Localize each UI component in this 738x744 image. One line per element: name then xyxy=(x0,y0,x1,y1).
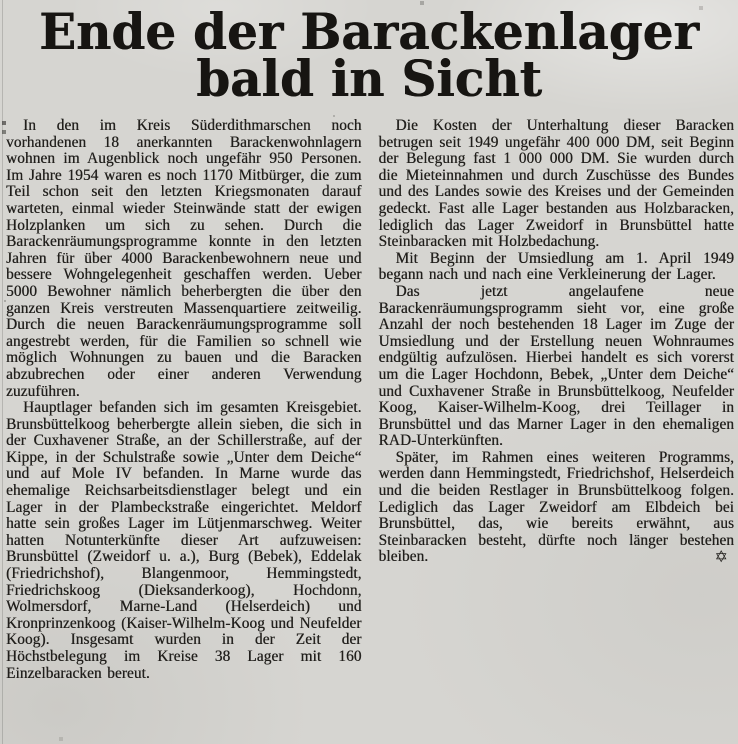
headline-line-1: Ende der Barackenlager xyxy=(39,2,699,61)
paragraph-left-2: Hauptlager befanden sich im gesamten Kreisgebiet. Brunsbüttelkoog beherbergte allein sieben, die sich in der Cuxhavener Straße, an der Schillerstraße, auf der Kippe, in der Schulstraße sowie „Unter dem Deiche“ und auf Mole IV befanden. In Marne wurde das ehemalige Reichsarbeitsdienstlager belegt und ein Lager in der Plambeckstraße eingerichtet. Meldorf hatte sein großes Lager im Lütjenmarschweg. Weiter hatten Notunterkünfte dieser Art aufzuweisen: Brunsbüttel (Zweidorf u. a.), Burg (Bebek), Eddelak (Friedrichshof), Blangenmoor, Hemmingstedt, Friedrichskoog (Dieksanderkoog), Hochdonn, Wolmersdorf, Marne-Land (Helserdeich) und Kronprinzenkoog (Kaiser-Wilhelm-Koog und Neufelder Koog). Insgesamt wurden in der Zeit der Höchstbelegung im Kreise 38 Lager mit 160 Einzelbaracken bereut. xyxy=(6,399,362,682)
end-star-mark: ✡ xyxy=(714,547,728,567)
scan-edge-artifact xyxy=(2,0,3,744)
paragraph-left-1: In den im Kreis Süderdithmarschen noch vorhandenen 18 anerkannten Barackenwohnlagern wohnen im Augenblick noch ungefähr 950 Personen. Im Jahre 1954 waren es noch 1170 Mitbürger, die zum Teil schon seit den letzten Kriegsmonaten darauf warteten, einmal wieder Steinwände statt der ewigen Holzplanken um sich zu sehen. Durch die Barackenräumungsprogramme konnte in den letzten Jahren für über 4000 Barackenbewohnern neue und bessere Wohngelegenheit geschaffen werden. Ueber 5000 Bewohner nämlich beherbergten die über den ganzen Kreis verstreuten Massenquartiere zeitweilig. Durch die neuen Barackenräumungsprogramme soll angestrebt werden, für die Familien so schnell wie möglich Wohnungen zu bauen und die Baracken abzubrechen oder einer anderen Verwendung zuzuführen. xyxy=(6,117,362,400)
paper-specks xyxy=(0,0,2,2)
article-headline xyxy=(10,2,728,108)
left-column xyxy=(6,118,362,682)
paragraph-right-2: Mit Beginn der Umsiedlung am 1. April 1949 begann nach und nach eine Verkleinerung der Lager. xyxy=(378,249,734,284)
paragraph-right-4 xyxy=(379,450,735,566)
paragraph-right-1: Die Kosten der Unterhaltung dieser Baracken betrugen seit 1949 ungefähr 400 000 DM, seit Beginn der Belegung fast 1 000 000 DM. Sie wurden durch die Mieteinnahmen und durch Zuschüsse des Bundes und des Landes sowie des Kreises und der Gemeinden gedeckt. Fast alle Lager bestanden aus Holzbaracken, lediglich das Lager Zweidorf in Brunsbüttel hatte Steinbaracken mit Holzbedachung. xyxy=(378,117,734,251)
paragraph-right-3: Das jetzt angelaufene neue Barackenräumungsprogramm sieht vor, eine große Anzahl der noch bestehenden 18 Lager im Zuge der Umsiedlung und der Erstellung neuen Wohnraumes endgültig aufzulösen. Hierbei handelt es sich vorerst um die Lager Hochdonn, Bebek, „Unter dem Deiche“ und Cuxhavener Straße in Brunsbüttelkoog, Neufelder Koog, Kaiser-Wilhelm-Koog, drei Teillager in Brunsbüttel und das Marner Lager in den ehemaligen RAD-Unterkünften. xyxy=(378,282,734,450)
right-column xyxy=(379,118,735,682)
headline-line-2: bald in Sicht xyxy=(196,49,542,108)
paragraph-text: Später, im Rahmen eines weiteren Programms, werden dann Hemmingstedt, Friedrichshof, Helserdeich und die beiden Restlager in Brunsbüttelkoog folgen. Lediglich das Lager Zweidorf am Elbdeich bei Brunsbüttel, das, wie bereits erwähnt, aus Steinbaracken besteht, dürfte noch länger bestehen bleiben. xyxy=(378,448,734,566)
article-body xyxy=(0,114,738,682)
